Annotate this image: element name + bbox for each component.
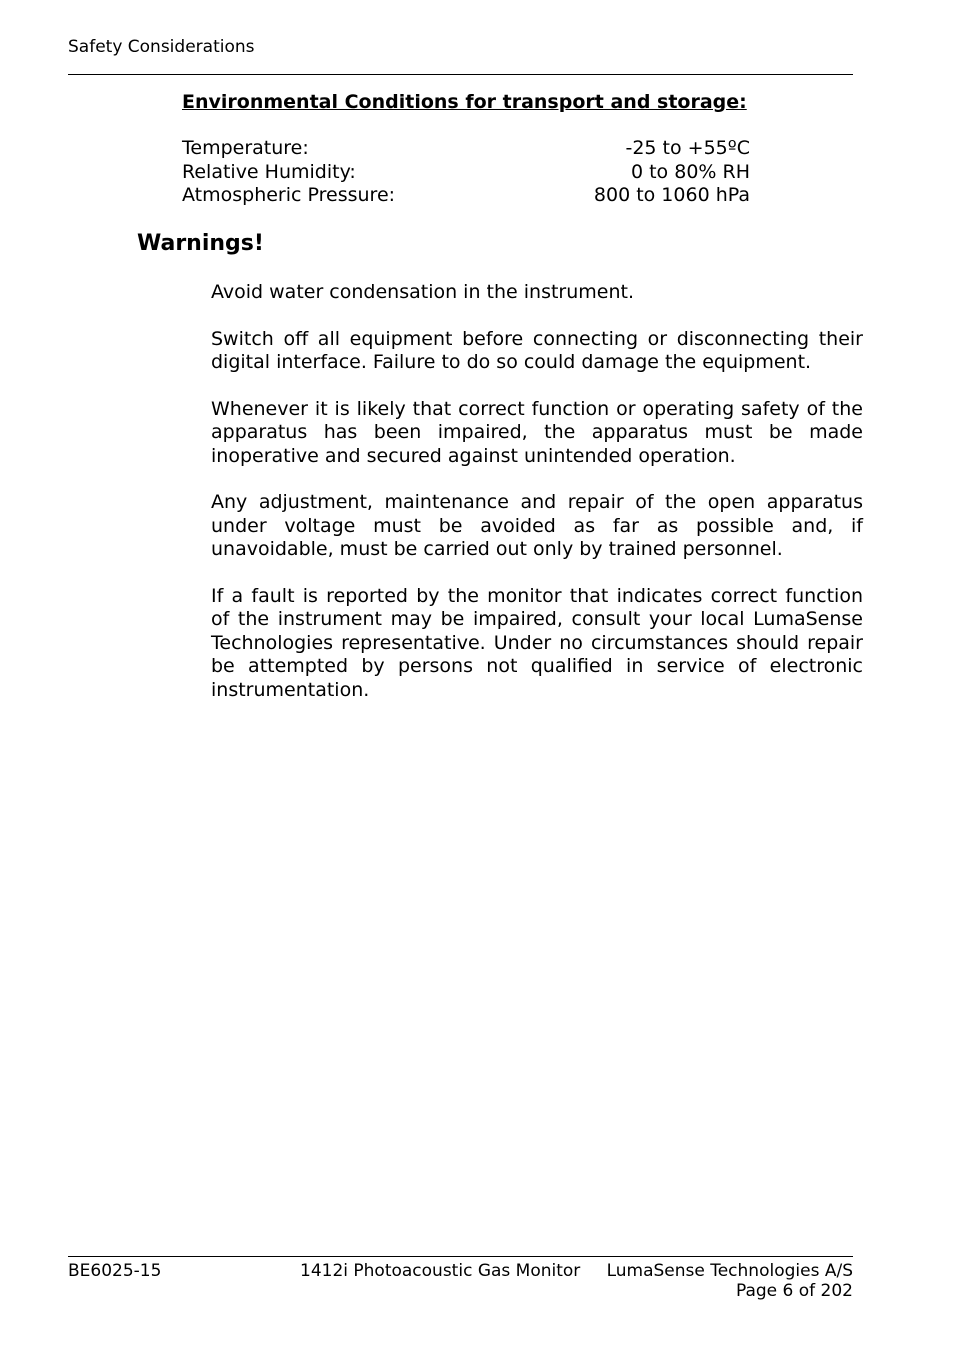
footer-doc-number: BE6025-15 — [68, 1261, 162, 1281]
humidity-value: 0 to 80% RH — [630, 160, 750, 183]
humidity-row — [182, 161, 750, 185]
warning-paragraph: Switch off all equipment before connecting or disconnecting their digital interface. Failure to do so could damage the equipment. — [211, 327, 863, 373]
warning-paragraph: Whenever it is likely that correct function or operating safety of the apparatus has been impaired, the apparatus must be made inoperative and secured against unintended operation. — [211, 397, 863, 467]
warning-paragraph: Avoid water condensation in the instrument. — [211, 281, 635, 303]
footer-page-number: Page 6 of 202 — [735, 1281, 853, 1301]
footer-right-block — [607, 1261, 853, 1301]
footer-divider — [68, 1256, 853, 1257]
temperature-value: -25 to +55ºC — [625, 137, 750, 159]
temperature-label: Temperature: — [182, 137, 309, 159]
environment-conditions-table — [182, 137, 750, 208]
footer-product-name: 1412i Photoacoustic Gas Monitor — [300, 1261, 581, 1281]
warning-paragraph: Any adjustment, maintenance and repair of the open apparatus under voltage must be avoided as far as possible and, if unavoidable, must be carried out only by trained personnel. — [211, 491, 863, 560]
warnings-list — [211, 281, 863, 725]
humidity-label: Relative Humidity: — [182, 160, 356, 183]
footer-company: LumaSense Technologies A/S — [606, 1261, 853, 1281]
pressure-label: Atmospheric Pressure: — [182, 184, 396, 206]
running-header: Safety Considerations — [68, 37, 255, 57]
temperature-row — [182, 137, 750, 161]
pressure-value: 800 to 1060 hPa — [593, 184, 750, 206]
header-divider — [68, 74, 853, 75]
warning-paragraph: If a fault is reported by the monitor that indicates correct function of the instrument may be impaired, consult your local LumaSense Technologies representative. Under no circumstances should repair be attempted by persons not qualified in service of electronic instrumentation. — [211, 584, 863, 701]
warnings-heading: Warnings! — [137, 231, 264, 256]
environment-heading: Environmental Conditions for transport and storage: — [182, 91, 747, 113]
pressure-row — [182, 184, 750, 208]
